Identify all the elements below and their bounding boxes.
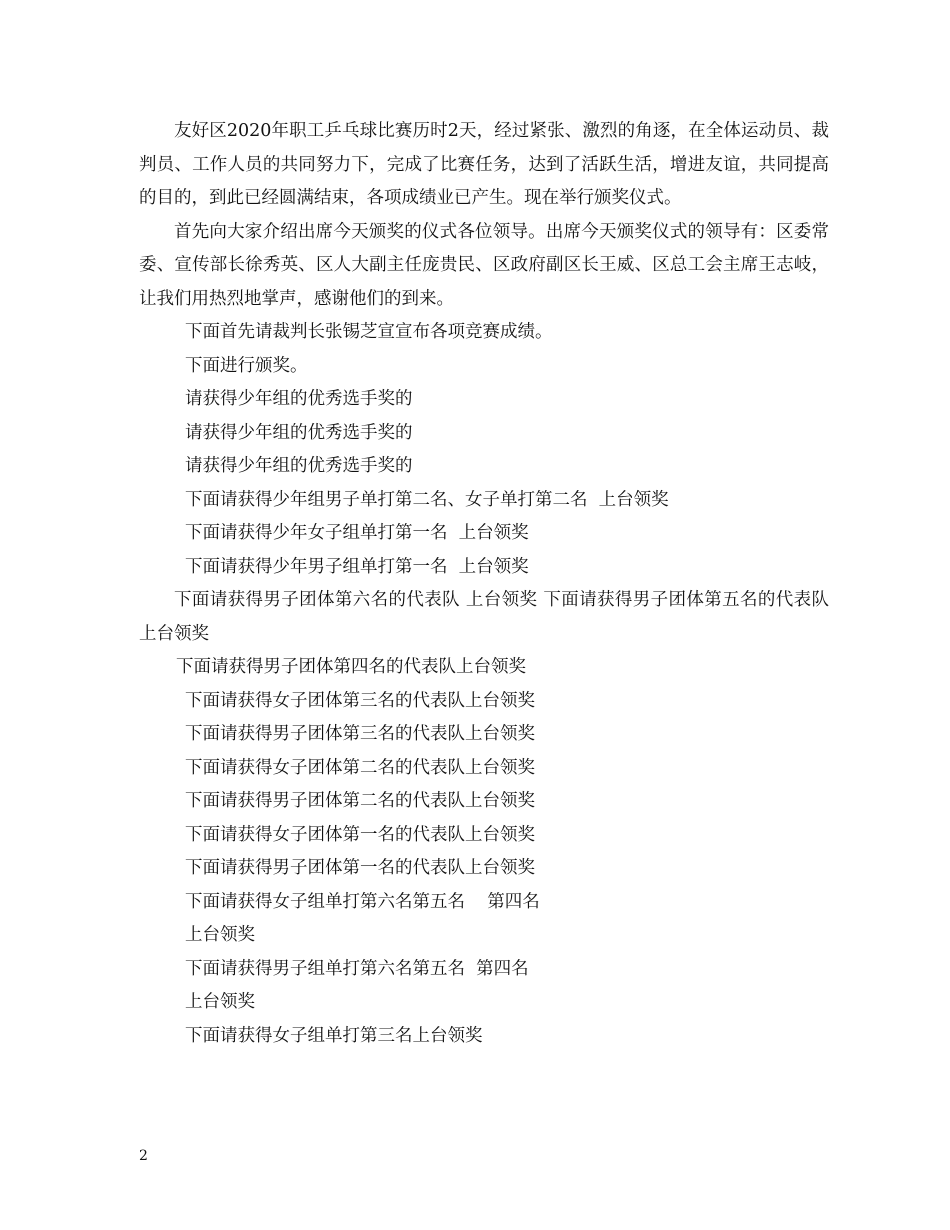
text-line: 下面进行颁奖。 [185, 355, 308, 376]
text-line: 上台领奖 [185, 992, 255, 1012]
text-line: 请获得少年组的优秀选手奖的 [185, 422, 413, 443]
text-line: 下面请获得男子团体第三名的代表队上台领奖 [185, 724, 535, 744]
text-line: 下面首先请裁判长张锡芝宣宣布各项竞赛成绩。 [185, 322, 553, 342]
text-line: 请获得少年组的优秀选手奖的 [185, 389, 413, 409]
text-line: 下面请获得男子团体第一名的代表队上台领奖 [185, 858, 535, 878]
text-line: 下面请获得少年男子组单打第一名 上台领奖 [185, 556, 529, 577]
text-line: 上台领奖 [185, 925, 255, 945]
text-line: 下面请获得女子团体第二名的代表队上台领奖 [185, 757, 535, 778]
text-line: 下面请获得女子组单打第三名上台领奖 [185, 1025, 483, 1046]
text-line: 下面请获得男子团体第二名的代表队上台领奖 [185, 791, 535, 811]
text-line: 下面请获得男子组单打第六名第五名 第四名 [185, 958, 529, 979]
text-line: 请获得少年组的优秀选手奖的 [185, 456, 413, 476]
text-line: 下面请获得少年女子组单打第一名 上台领奖 [185, 523, 529, 543]
document-body [139, 115, 829, 1053]
leaders-paragraph: 首先向大家介绍出席今天颁奖的仪式各位领导。出席今天颁奖仪式的领导有：区委常委、宣传部长徐秀英、区人大副主任庞贵民、区政府副区长王威、区总工会主席王志岐，让我们用热烈地掌声，感谢他们的到来。 [139, 221, 829, 309]
text-line: 下面请获得女子团体第一名的代表队上台领奖 [185, 824, 535, 845]
text-line: 下面请获得女子组单打第六名第五名 第四名 [185, 891, 540, 912]
text-line: 下面请获得女子团体第三名的代表队上台领奖 [185, 690, 535, 711]
text-line: 下面请获得少年组男子单打第二名、女子单打第二名 上台领奖 [185, 489, 669, 510]
text-line: 下面请获得男子团体第四名的代表队上台领奖 [176, 657, 526, 677]
page-number: 2 [139, 1148, 148, 1164]
team-award-paragraph: 下面请获得男子团体第六名的代表队 上台领奖 下面请获得男子团体第五名的代表队 上台领奖 [139, 590, 829, 644]
opening-paragraph: 友好区2020年职工乒乓球比赛历时2天，经过紧张、激烈的角逐，在全体运动员、裁判员、工作人员的共同努力下，完成了比赛任务，达到了活跃生活，增进友谊，共同提高的目的，到此已经圆满结束，各项成绩业已产生。现在举行颁奖仪式。 [139, 121, 829, 208]
